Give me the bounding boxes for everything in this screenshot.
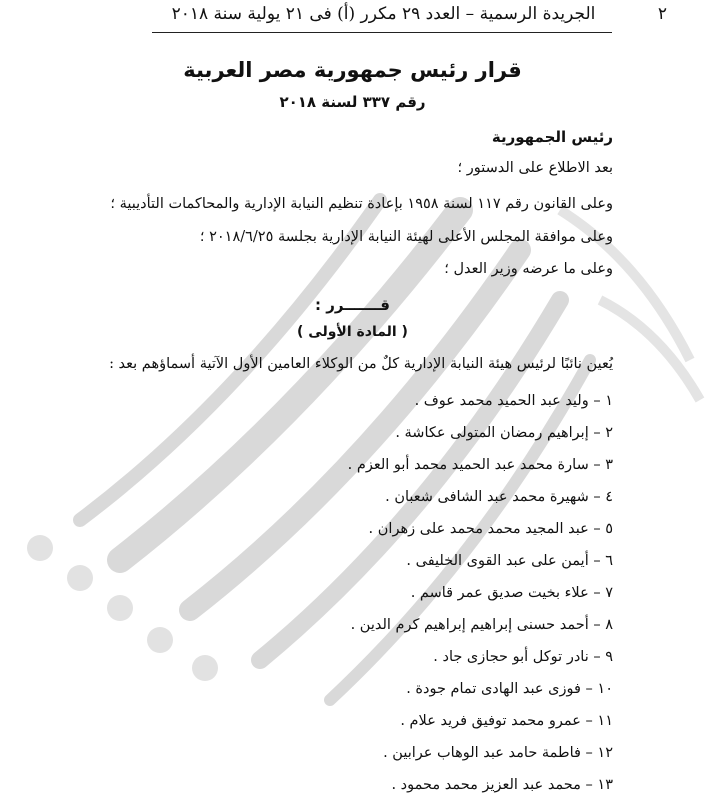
decree-title: قرار رئيس جمهورية مصر العربية: [183, 58, 522, 82]
list-item: ٣ – سارة محمد عبد الحميد محمد أبو العزم .: [347, 457, 613, 473]
preamble-line: وعلى القانون رقم ١١٧ لسنة ١٩٥٨ بإعادة تنظيم النيابة الإدارية والمحاكمات التأديبية ؛: [110, 196, 613, 212]
list-item: ٧ – علاء بخيت صديق عمر قاسم .: [410, 585, 613, 601]
list-item: ٩ – نادر توكل أبو حجازى جاد .: [433, 649, 613, 665]
decided-heading: قـــــــرر :: [315, 296, 390, 314]
list-item: ٢ – إبراهيم رمضان المتولى عكاشة .: [395, 425, 613, 441]
list-item: ١١ – عمرو محمد توفيق فريد علام .: [400, 713, 613, 729]
decree-issuer: رئيس الجمهورية: [491, 128, 613, 146]
article-heading: ( المادة الأولى ): [297, 324, 408, 340]
gazette-header: [150, 4, 667, 24]
preamble-line: بعد الاطلاع على الدستور ؛: [457, 160, 613, 176]
appointee-list: [348, 389, 613, 805]
decree-number: رقم ٣٣٧ لسنة ٢٠١٨: [279, 93, 426, 111]
preamble-line: وعلى موافقة المجلس الأعلى لهيئة النيابة الإدارية بجلسة ٢٠١٨/٦/٢٥ ؛: [199, 229, 613, 245]
page-number: ٢: [657, 4, 667, 24]
list-item: ٥ – عبد المجيد محمد محمد على زهران .: [368, 521, 613, 537]
header-text: الجريدة الرسمية – العدد ٢٩ مكرر (أ) فى ٢١ يولية سنة ٢٠١٨: [171, 4, 596, 24]
list-item: ٦ – أيمن على عبد القوى الخليفى .: [406, 553, 613, 569]
list-item: ١ – وليد عبد الحميد محمد عوف .: [414, 393, 613, 409]
list-item: ١٠ – فوزى عبد الهادى تمام جودة .: [406, 681, 613, 697]
list-item: ٨ – أحمد حسنى إبراهيم إبراهيم كرم الدين .: [350, 617, 613, 633]
article-intro: يُعين نائبًا لرئيس هيئة النيابة الإدارية كلٌ من الوكلاء العامين الأول الآتية أسماؤهم بعد :: [109, 356, 613, 372]
list-item: ٤ – شهيرة محمد عبد الشافى شعبان .: [385, 489, 613, 505]
header-divider: [152, 32, 612, 33]
preamble-line: وعلى ما عرضه وزير العدل ؛: [444, 261, 613, 277]
list-item: ١٢ – فاطمة حامد عبد الوهاب عرابين .: [383, 745, 613, 761]
list-item: ١٣ – محمد عبد العزيز محمد محمود .: [391, 777, 613, 793]
